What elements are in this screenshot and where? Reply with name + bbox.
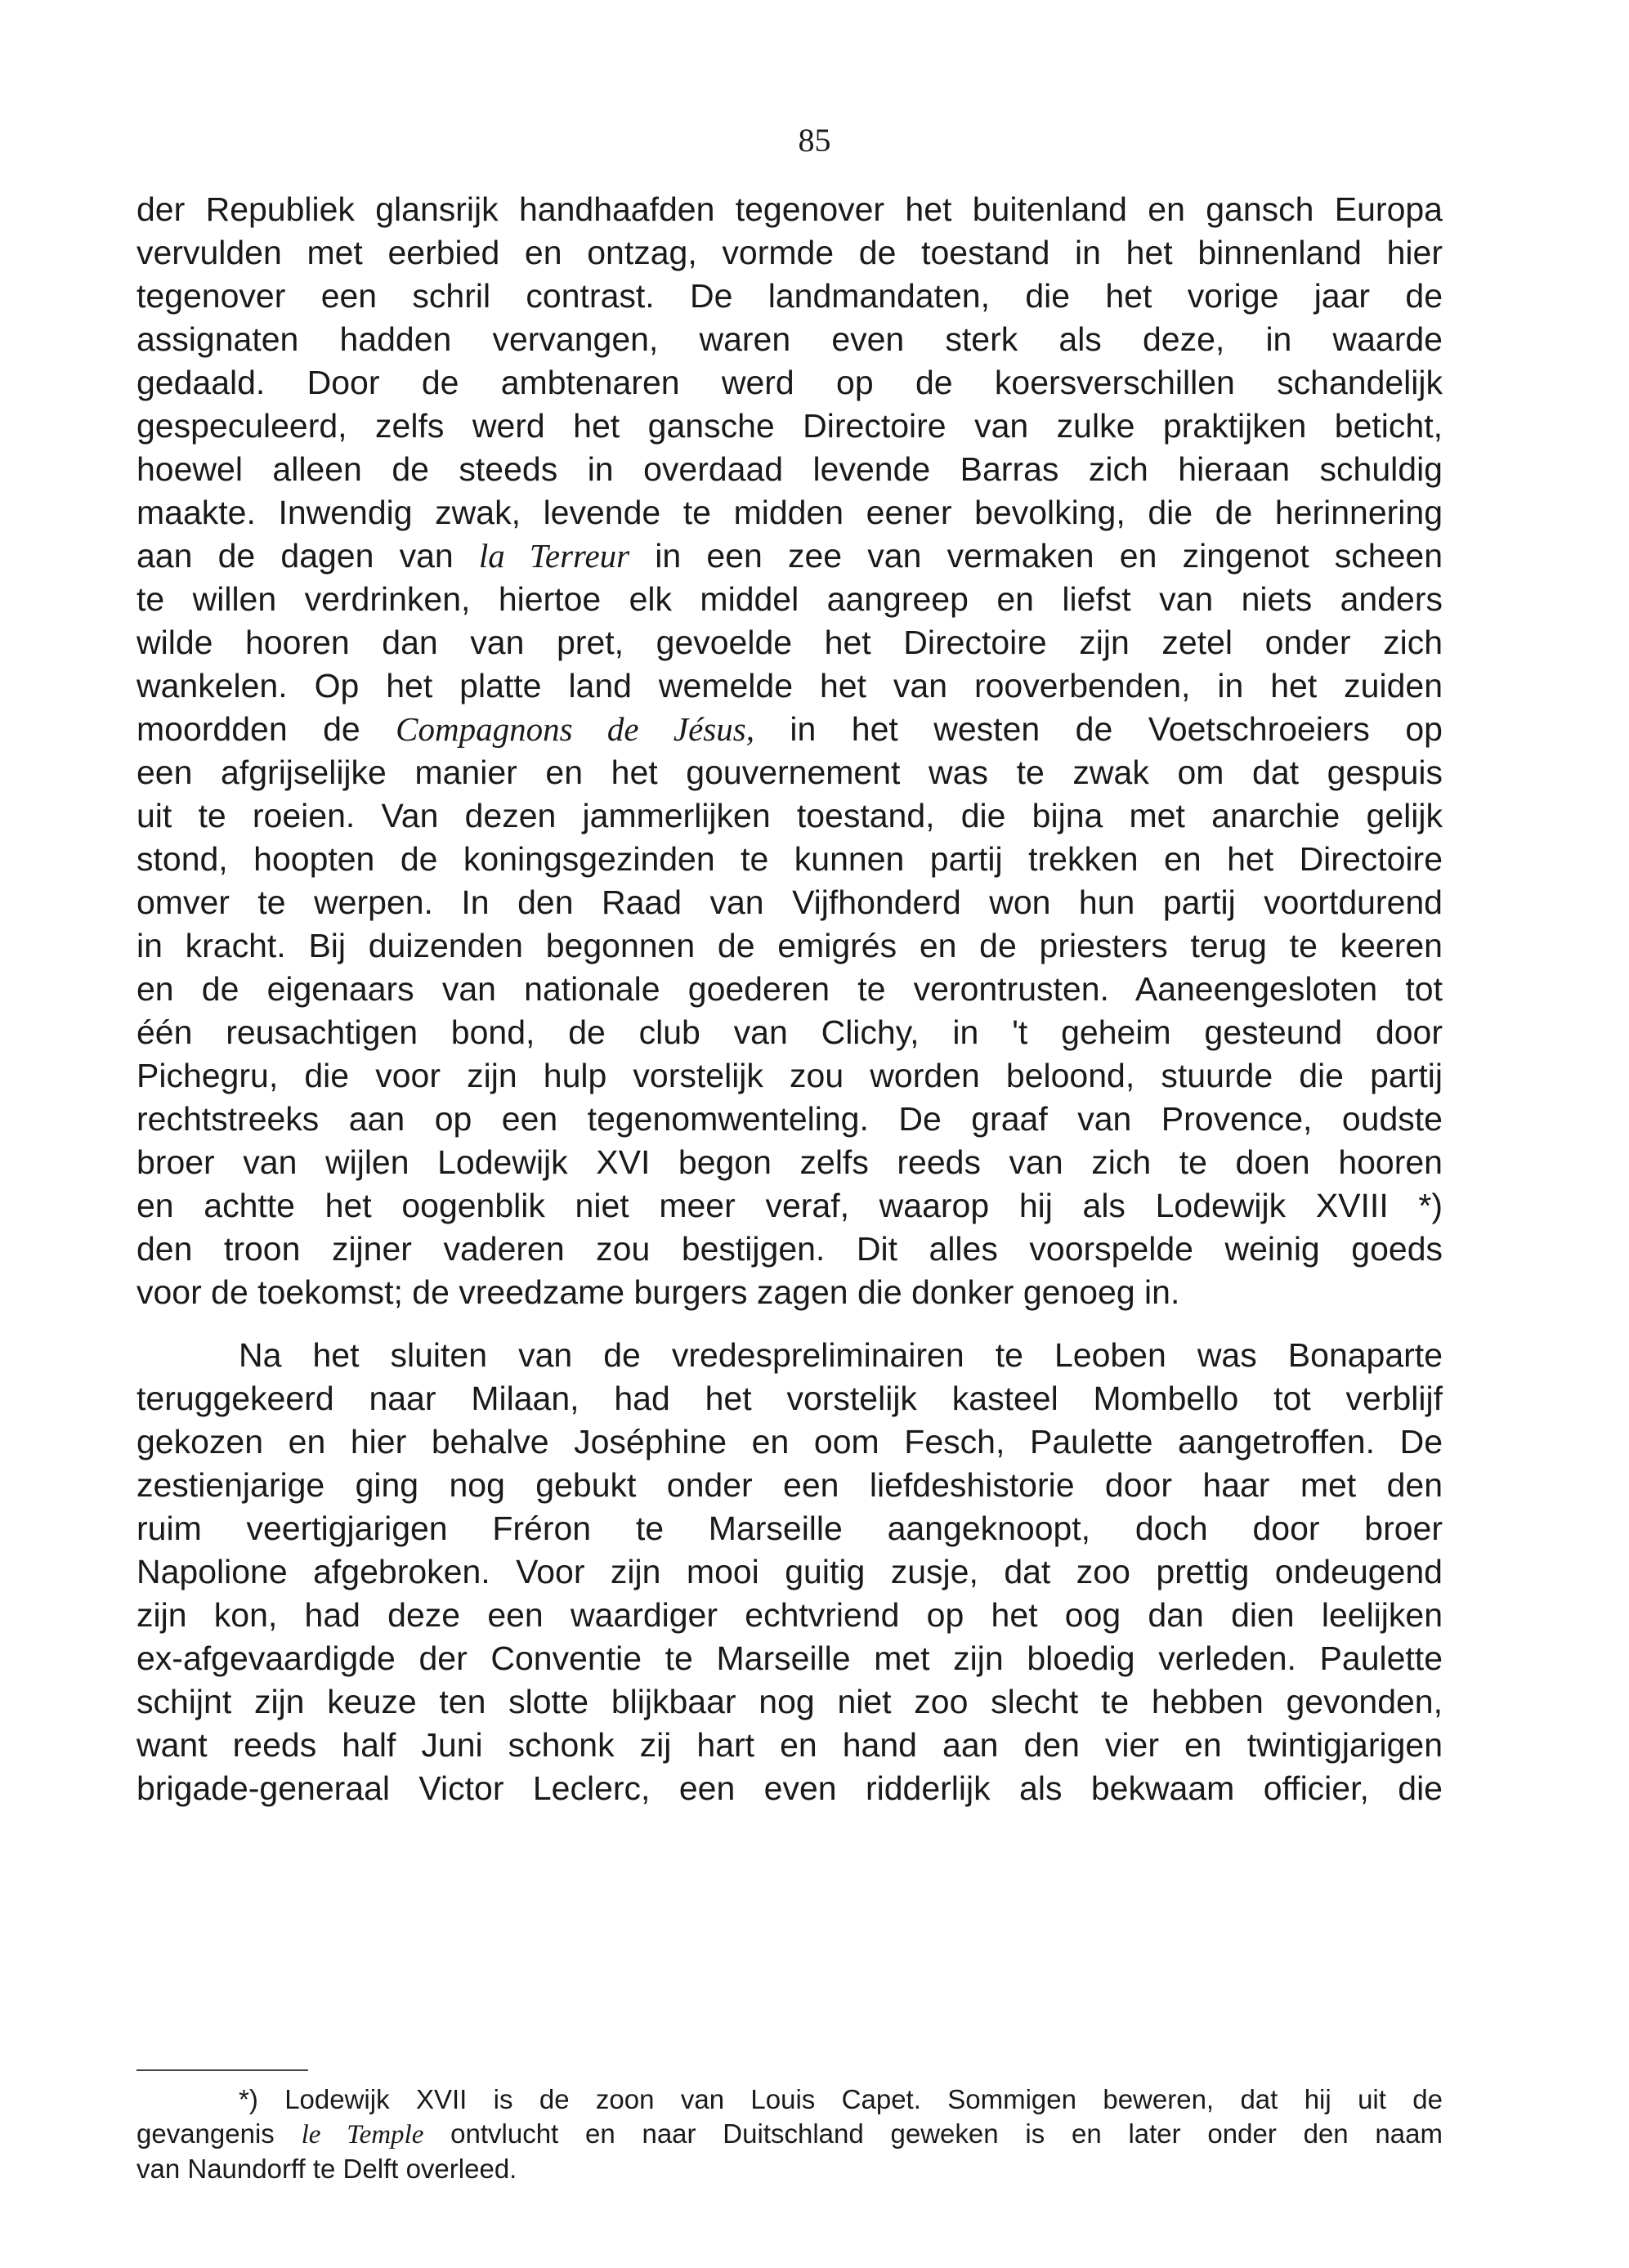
text-line: gedaald. Door de ambtenaren werd op de koersverschillen schandelijk [136,364,1443,401]
text-line: rechtstreeks aan op een tegenomwenteling. De graaf van Provence, oudste [136,1100,1443,1138]
italic-phrase: le Temple [301,2120,424,2149]
text-line: vervulden met eerbied en ontzag, vormde de toestand in het binnenland hier [136,234,1443,271]
text-line: uit te roeien. Van dezen jammerlijken toestand, die bijna met anarchie gelijk [136,797,1443,834]
text-line: want reeds half Juni schonk zij hart en hand aan den vier en twintigjarigen [136,1726,1443,1764]
text-line: voor de toekomst; de vreedzame burgers zagen die donker genoeg in. [136,1273,1180,1311]
text-line: en achtte het oogenblik niet meer veraf, waarop hij als Lodewijk XVIII *) [136,1187,1443,1224]
text-line: Na het sluiten van de vredespreliminairen te Leoben was Bonaparte [239,1336,1443,1374]
text-segment: in een zee van vermaken en zingenot scheen [629,537,1443,575]
text-line: en de eigenaars van nationale goederen te verontrusten. Aaneengesloten tot [136,970,1443,1008]
text-line: in kracht. Bij duizenden begonnen de emigrés en de priesters terug te keeren [136,927,1443,964]
text-line: wilde hooren dan van pret, gevoelde het Directoire zijn zetel onder zich [136,624,1443,661]
text-segment: aan de dagen van [136,537,479,575]
text-line: omver te werpen. In den Raad van Vijfhonderd won hun partij voortdurend [136,883,1443,921]
text-line [136,708,1443,751]
text-line: tegenover een schril contrast. De landmandaten, die het vorige jaar de [136,277,1443,315]
text-line: ex-afgevaardigde der Conventie te Marseille met zijn bloedig verleden. Paulette [136,1639,1443,1677]
paragraph-1 [136,188,1443,1314]
text-line: wankelen. Op het platte land wemelde het van rooverbenden, in het zuiden [136,667,1443,705]
text-segment: moordden de [136,710,396,748]
text-line: gespeculeerd, zelfs werd het gansche Directoire van zulke praktijken beticht, [136,407,1443,445]
text-segment: ontvlucht en naar Duitschland geweken is en later onder den naam [423,2118,1443,2149]
footnote-divider [136,2069,308,2071]
text-line: Pichegru, die voor zijn hulp vorstelijk zou worden beloond, stuurde die partij [136,1057,1443,1094]
paragraph-2 [136,1334,1443,1810]
text-line [136,535,1443,578]
footnote-line: *) Lodewijk XVII is de zoon van Louis Capet. Sommigen beweren, dat hij uit de [239,2084,1443,2114]
text-line: assignaten hadden vervangen, waren even sterk als deze, in waarde [136,320,1443,358]
page-number: 85 [798,122,831,159]
italic-phrase: la Terreur [478,537,630,575]
text-line: maakte. Inwendig zwak, levende te midden eener bevolking, die de herinnering [136,494,1443,531]
text-line: schijnt zijn keuze ten slotte blijkbaar nog niet zoo slecht te hebben gevonden, [136,1683,1443,1720]
text-line: teruggekeerd naar Milaan, had het vorstelijk kasteel Mombello tot verblijf [136,1380,1443,1417]
text-line: der Republiek glansrijk handhaafden tegenover het buitenland en gansch Europa [136,190,1443,228]
footnote [136,2082,1443,2186]
text-segment: gevangenis [136,2118,302,2149]
text-line: brigade-generaal Victor Leclerc, een even ridderlijk als bekwaam officier, die [136,1769,1443,1807]
text-line: broer van wijlen Lodewijk XVI begon zelfs reeds van zich te doen hooren [136,1143,1443,1181]
text-line: zestienjarige ging nog gebukt onder een liefdeshistorie door haar met den [136,1466,1443,1504]
text-line: zijn kon, had deze een waardiger echtvriend op het oog dan dien leelijken [136,1596,1443,1634]
text-segment: in het westen de Voetschroeiers op [754,710,1443,748]
text-line: den troon zijner vaderen zou bestijgen. Dit alles voorspelde weinig goeds [136,1230,1443,1268]
italic-phrase: Compagnons de Jésus, [396,710,754,748]
text-line: ruim veertigjarigen Fréron te Marseille aangeknoopt, doch door broer [136,1510,1443,1547]
text-line: hoewel alleen de steeds in overdaad levende Barras zich hieraan schuldig [136,450,1443,488]
footnote-line [136,2117,1443,2152]
text-line: gekozen en hier behalve Joséphine en oom Fesch, Paulette aangetroffen. De [136,1423,1443,1461]
text-line: één reusachtigen bond, de club van Clichy, in 't geheim gesteund door [136,1013,1443,1051]
text-line: een afgrijselijke manier en het gouvernement was te zwak om dat gespuis [136,754,1443,791]
text-line: Napolione afgebroken. Voor zijn mooi guitig zusje, dat zoo prettig ondeugend [136,1553,1443,1590]
text-line: te willen verdrinken, hiertoe elk middel aangreep en liefst van niets anders [136,580,1443,618]
footnote-line: van Naundorff te Delft overleed. [136,2154,517,2184]
text-line: stond, hoopten de koningsgezinden te kunnen partij trekken en het Directoire [136,840,1443,878]
